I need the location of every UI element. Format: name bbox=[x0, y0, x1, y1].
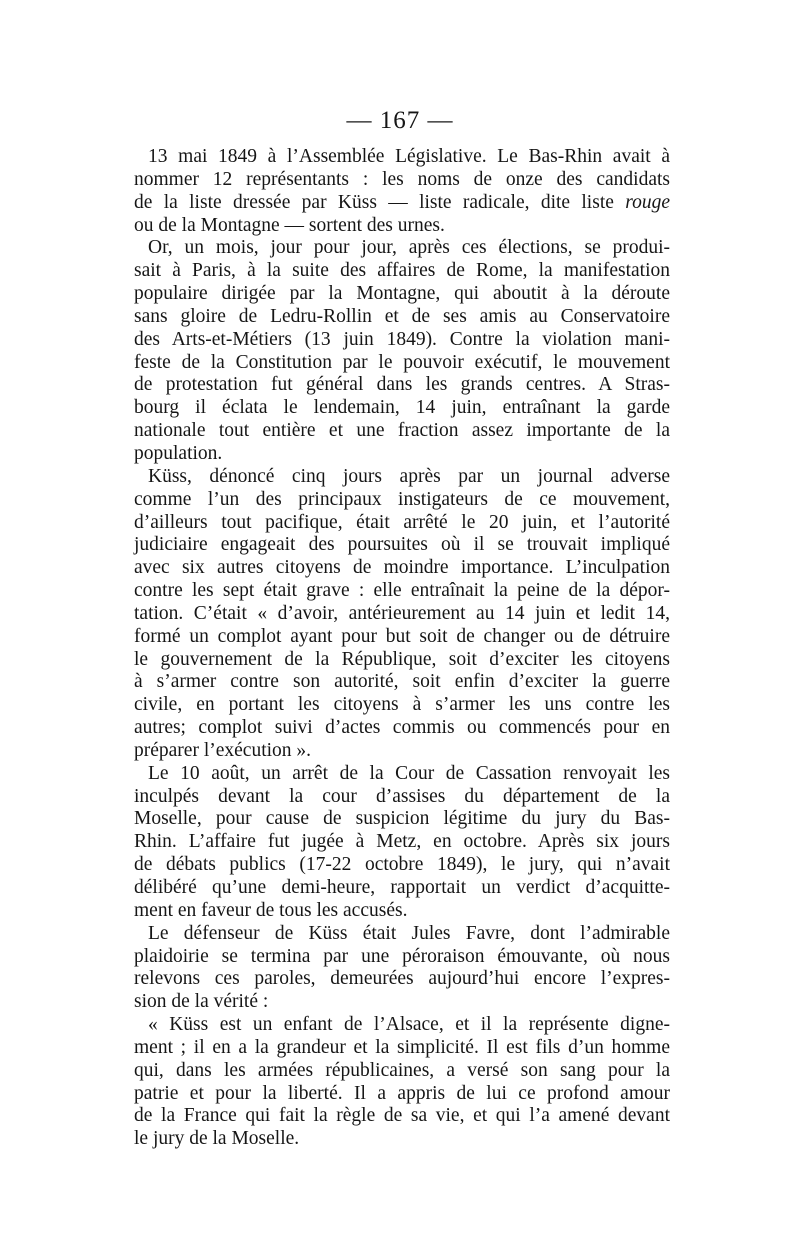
text-line: ou de la Montagne — sortent des urnes. bbox=[134, 214, 445, 236]
text-line: à s’armer contre son autorité, soit enfin d’exciter la guerre bbox=[134, 671, 670, 693]
text-line: le jury de la Moselle. bbox=[134, 1128, 300, 1150]
text-line: nommer 12 représentants : les noms de onze des candidats bbox=[134, 168, 670, 190]
text-line: sans gloire de Ledru-Rollin et de ses amis au Conservatoire bbox=[134, 305, 670, 327]
paragraph bbox=[134, 146, 670, 237]
text-line: plaidoirie se termina par une péroraison émouvante, où nous bbox=[134, 945, 670, 967]
text-line: Küss, dénoncé cinq jours après par un journal adverse bbox=[148, 465, 670, 487]
text-line: populaire dirigée par la Montagne, qui aboutit à la déroute bbox=[134, 283, 670, 305]
text-line: patrie et pour la liberté. Il a appris de lui ce profond amour bbox=[134, 1082, 670, 1104]
text-line: de la liste dressée par Küss — liste radicale, dite liste rouge bbox=[134, 191, 670, 213]
text-line: qui, dans les armées républicaines, a versé son sang pour la bbox=[134, 1059, 670, 1081]
text-line: Le 10 août, un arrêt de la Cour de Cassation renvoyait les bbox=[148, 762, 670, 784]
text-line: le gouvernement de la République, soit d’exciter les citoyens bbox=[134, 648, 670, 670]
text-line: 13 mai 1849 à l’Assemblée Législative. Le Bas-Rhin avait à bbox=[148, 146, 670, 167]
paragraph bbox=[134, 1014, 670, 1151]
text-line: avec six autres citoyens de moindre importance. L’inculpation bbox=[134, 557, 670, 579]
text-line: préparer l’exécution ». bbox=[134, 739, 312, 761]
text-line: judiciaire engageait des poursuites où il se trouvait impliqué bbox=[134, 534, 670, 556]
text-line: nationale tout entière et une fraction assez importante de la bbox=[134, 420, 670, 442]
text-line: Le défenseur de Küss était Jules Favre, dont l’admirable bbox=[148, 922, 670, 944]
text-line: Moselle, pour cause de suspicion légitime du jury du Bas- bbox=[134, 808, 670, 830]
text-line: Rhin. L’affaire fut jugée à Metz, en octobre. Après six jours bbox=[134, 831, 670, 853]
text-line: relevons ces paroles, demeurées aujourd’hui encore l’expres- bbox=[134, 968, 670, 990]
text-line: « Küss est un enfant de l’Alsace, et il la représente digne- bbox=[148, 1014, 670, 1036]
body-text bbox=[134, 146, 670, 1151]
text-line: inculpés devant la cour d’assises du département de la bbox=[134, 785, 670, 807]
text-line: civile, en portant les citoyens à s’armer les uns contre les bbox=[134, 694, 670, 716]
text-line: d’ailleurs tout pacifique, était arrêté le 20 juin, et l’autorité bbox=[134, 511, 670, 533]
text-line: sait à Paris, à la suite des affaires de Rome, la manifestation bbox=[134, 260, 670, 282]
paragraph bbox=[134, 923, 670, 1014]
page-number: — 167 — bbox=[346, 107, 454, 134]
text-line: contre les sept était grave : elle entraînait la peine de la dépor- bbox=[134, 580, 670, 602]
paragraph bbox=[134, 237, 670, 465]
text-line: tation. C’était « d’avoir, antérieurement au 14 juin et ledit 14, bbox=[134, 602, 670, 624]
paragraph bbox=[134, 763, 670, 923]
text-line: délibéré qu’une demi-heure, rapportait un verdict d’acquitte- bbox=[134, 877, 670, 898]
text-line: comme l’un des principaux instigateurs de ce mouvement, bbox=[134, 488, 670, 510]
text-line: de la France qui fait la règle de sa vie, et qui l’a amené devant bbox=[134, 1105, 670, 1127]
text-line: Or, un mois, jour pour jour, après ces élections, se produi- bbox=[148, 237, 670, 259]
text-line: autres; complot suivi d’actes commis ou commencés pour en bbox=[134, 717, 670, 739]
text-line: de protestation fut général dans les grands centres. A Stras- bbox=[134, 374, 670, 396]
paragraph bbox=[134, 466, 670, 763]
text-line: des Arts-et-Métiers (13 juin 1849). Contre la violation mani- bbox=[134, 328, 670, 350]
text-line: sion de la vérité : bbox=[134, 991, 269, 1013]
text-line: feste de la Constitution par le pouvoir exécutif, le mouvement bbox=[134, 351, 670, 373]
text-line: bourg il éclata le lendemain, 14 juin, entraînant la garde bbox=[134, 397, 670, 419]
text-line: de débats publics (17-22 octobre 1849), le jury, qui n’avait bbox=[134, 854, 670, 876]
text-line: ment ; il en a la grandeur et la simplicité. Il est fils d’un homme bbox=[134, 1036, 670, 1058]
text-line: ment en faveur de tous les accusés. bbox=[134, 899, 408, 921]
text-line: formé un complot ayant pour but soit de changer ou de détruire bbox=[134, 625, 670, 647]
text-line: population. bbox=[134, 442, 223, 464]
